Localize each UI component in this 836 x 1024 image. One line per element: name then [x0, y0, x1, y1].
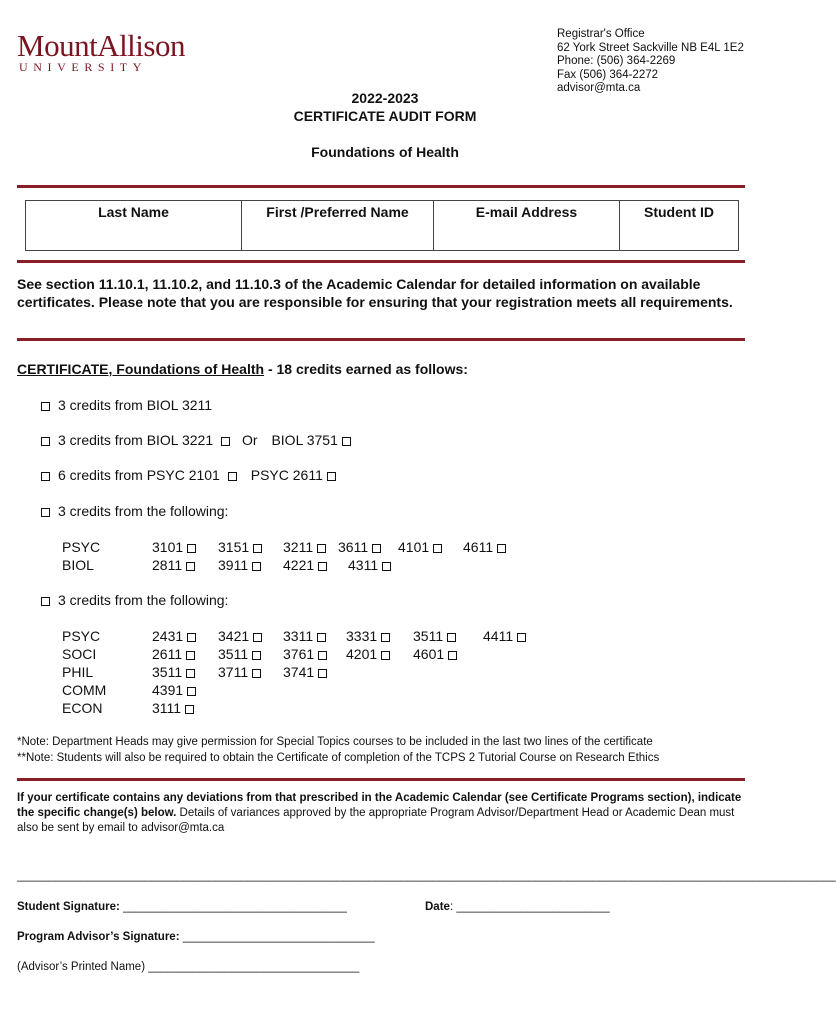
calendar-notice: See section 11.10.1, 11.10.2, and 11.10.3 of the Academic Calendar for detailed information on available certificates. Please note that you are responsible for ensuring that your registration meets all requirements. [17, 276, 733, 310]
checkbox[interactable] [41, 597, 50, 606]
checkbox[interactable] [327, 472, 336, 481]
divider [17, 778, 745, 781]
course-option: 3331 [346, 628, 390, 644]
university-logo: MountAllison [17, 28, 185, 63]
student-id-label: Student ID [644, 204, 714, 220]
course-option: 4311 [348, 557, 391, 573]
checkbox[interactable] [342, 437, 351, 446]
office-phone: Phone: (506) 364-2269 [557, 55, 676, 67]
last-name-label: Last Name [98, 204, 169, 220]
requirement-item-biol-3211 [41, 397, 212, 413]
course-option: 4601 [413, 646, 457, 662]
note-tcps2: **Note: Students will also be required to obtain the Certificate of completion of the TCPS 2 Tutorial Course on Research Ethics [17, 752, 660, 764]
divider [17, 185, 745, 188]
checkbox[interactable] [187, 544, 196, 553]
subject-label: PSYC [62, 628, 101, 644]
checkbox[interactable] [318, 669, 327, 678]
course-option: 3511 [218, 646, 261, 662]
checkbox[interactable] [185, 705, 194, 714]
date-label: Date [425, 901, 450, 913]
student-id-field[interactable] [620, 201, 739, 251]
note-special-topics: *Note: Department Heads may give permission for Special Topics courses to be included in the last two lines of the certificate [17, 736, 653, 748]
student-signature-line[interactable]: ___________________________________ [119, 901, 347, 913]
divider [17, 338, 745, 341]
checkbox[interactable] [447, 633, 456, 642]
form-title: CERTIFICATE AUDIT FORM [293, 108, 477, 124]
advisor-signature-line[interactable]: ______________________________ [179, 931, 375, 943]
student-signature-row [17, 901, 347, 913]
requirement-item-biol-3221 [41, 432, 359, 448]
course-option: 3761 [283, 646, 327, 662]
checkbox[interactable] [433, 544, 442, 553]
advisor-signature-row [17, 931, 375, 943]
checkbox[interactable] [317, 633, 326, 642]
email-field[interactable] [434, 201, 620, 251]
checkbox[interactable] [252, 651, 261, 660]
course-option: 4391 [152, 682, 196, 698]
course-option: 3421 [218, 628, 262, 644]
requirement-alt-label: PSYC 2611 [250, 467, 323, 483]
email-label: E-mail Address [475, 204, 578, 220]
checkbox[interactable] [41, 508, 50, 517]
checkbox[interactable] [517, 633, 526, 642]
university-logo-subtitle: UNIVERSITY [19, 60, 147, 74]
subject-label: BIOL [62, 557, 94, 573]
last-name-field[interactable] [26, 201, 242, 251]
office-email: advisor@mta.ca [557, 82, 641, 94]
course-option: 4611 [463, 539, 506, 555]
first-name-label: First /Preferred Name [266, 204, 409, 220]
subject-label: COMM [62, 682, 107, 698]
course-option: 3741 [283, 664, 327, 680]
checkbox[interactable] [318, 651, 327, 660]
course-option: 3151 [218, 539, 262, 555]
requirement-item-group-2 [41, 592, 228, 608]
course-option: 3101 [152, 539, 196, 555]
subject-label: PSYC [62, 539, 101, 555]
course-option: 4201 [346, 646, 390, 662]
requirement-alt-label: BIOL 3751 [271, 432, 338, 448]
requirement-label: 6 credits from PSYC 2101 [58, 467, 220, 483]
academic-year: 2022-2023 [351, 90, 419, 106]
requirement-label: 3 credits from the following: [58, 592, 229, 608]
change-details-line[interactable]: ________________________________________________________________________________________________________________________________ [17, 870, 836, 882]
course-option: 2811 [152, 557, 195, 573]
course-option: 4101 [398, 539, 442, 555]
course-option: 4411 [483, 628, 526, 644]
course-option: 4221 [283, 557, 327, 573]
advisor-printed-name-row [17, 961, 359, 973]
notes-block [17, 734, 659, 766]
certificate-subtitle: Foundations of Health [311, 144, 459, 160]
first-name-field[interactable] [242, 201, 434, 251]
registrar-office-block [557, 28, 744, 96]
subject-label: SOCI [62, 646, 97, 662]
office-fax: Fax (506) 364-2272 [557, 68, 659, 81]
checkbox[interactable] [41, 437, 50, 446]
deviation-instructions-bold: If your certificate contains any deviations from that prescribed in the Academic Calendar (see Certificate Programs section), indicate the specific change(s) below. [17, 792, 742, 819]
requirement-label: 3 credits from the following: [58, 503, 229, 519]
date-line[interactable]: : ________________________ [449, 901, 610, 913]
checkbox[interactable] [228, 472, 237, 481]
advisor-signature-label: Program Advisor’s Signature: [17, 931, 180, 943]
checkbox[interactable] [253, 633, 262, 642]
requirements-heading-credits: - 18 credits earned as follows: [264, 361, 468, 377]
requirement-label: 3 credits from BIOL 3211 [58, 397, 213, 413]
course-option: 3611 [338, 539, 381, 555]
checkbox[interactable] [221, 437, 230, 446]
course-option: 3911 [218, 557, 261, 573]
checkbox[interactable] [187, 633, 196, 642]
office-name: Registrar's Office [557, 28, 645, 40]
subject-label: PHIL [62, 664, 94, 680]
divider [17, 260, 745, 263]
checkbox[interactable] [187, 687, 196, 696]
checkbox[interactable] [497, 544, 506, 553]
requirement-item-psyc [41, 467, 344, 483]
course-option: 3211 [283, 539, 326, 555]
requirement-label: 3 credits from BIOL 3221 [58, 432, 214, 448]
course-option: 3111 [152, 700, 194, 716]
requirements-heading-title: CERTIFICATE, Foundations of Health [17, 361, 265, 377]
course-option: 2611 [152, 646, 195, 662]
student-signature-label: Student Signature: [17, 901, 120, 913]
checkbox[interactable] [317, 544, 326, 553]
checkbox[interactable] [41, 472, 50, 481]
or-label: Or [242, 432, 258, 448]
checkbox[interactable] [186, 562, 195, 571]
checkbox[interactable] [382, 562, 391, 571]
requirement-item-group-1 [41, 503, 228, 519]
subject-label: ECON [62, 700, 103, 716]
office-address: 62 York Street Sackville NB E4L 1E2 [557, 41, 744, 54]
course-option: 3511 [413, 628, 456, 644]
deviation-instructions [17, 791, 752, 836]
advisor-printed-name-label: (Advisor’s Printed Name) [17, 961, 149, 973]
course-option: 3311 [283, 628, 326, 644]
student-info-table [25, 200, 739, 251]
checkbox[interactable] [381, 651, 390, 660]
checkbox[interactable] [372, 544, 381, 553]
checkbox[interactable] [252, 669, 261, 678]
checkbox[interactable] [448, 651, 457, 660]
advisor-printed-name-line[interactable]: _________________________________ [148, 961, 360, 973]
course-option: 2431 [152, 628, 196, 644]
checkbox[interactable] [186, 651, 195, 660]
checkbox[interactable] [252, 562, 261, 571]
checkbox[interactable] [318, 562, 327, 571]
course-option: 3511 [152, 664, 195, 680]
deviation-instructions-detail: Details of variances approved by the appropriate Program Advisor/Department Head or Academic Dean must also be sent by email to advisor@mta.ca [17, 807, 735, 834]
date-row [425, 901, 610, 913]
checkbox[interactable] [381, 633, 390, 642]
checkbox[interactable] [186, 669, 195, 678]
checkbox[interactable] [41, 402, 50, 411]
requirements-heading [17, 361, 468, 377]
checkbox[interactable] [253, 544, 262, 553]
course-option: 3711 [218, 664, 261, 680]
